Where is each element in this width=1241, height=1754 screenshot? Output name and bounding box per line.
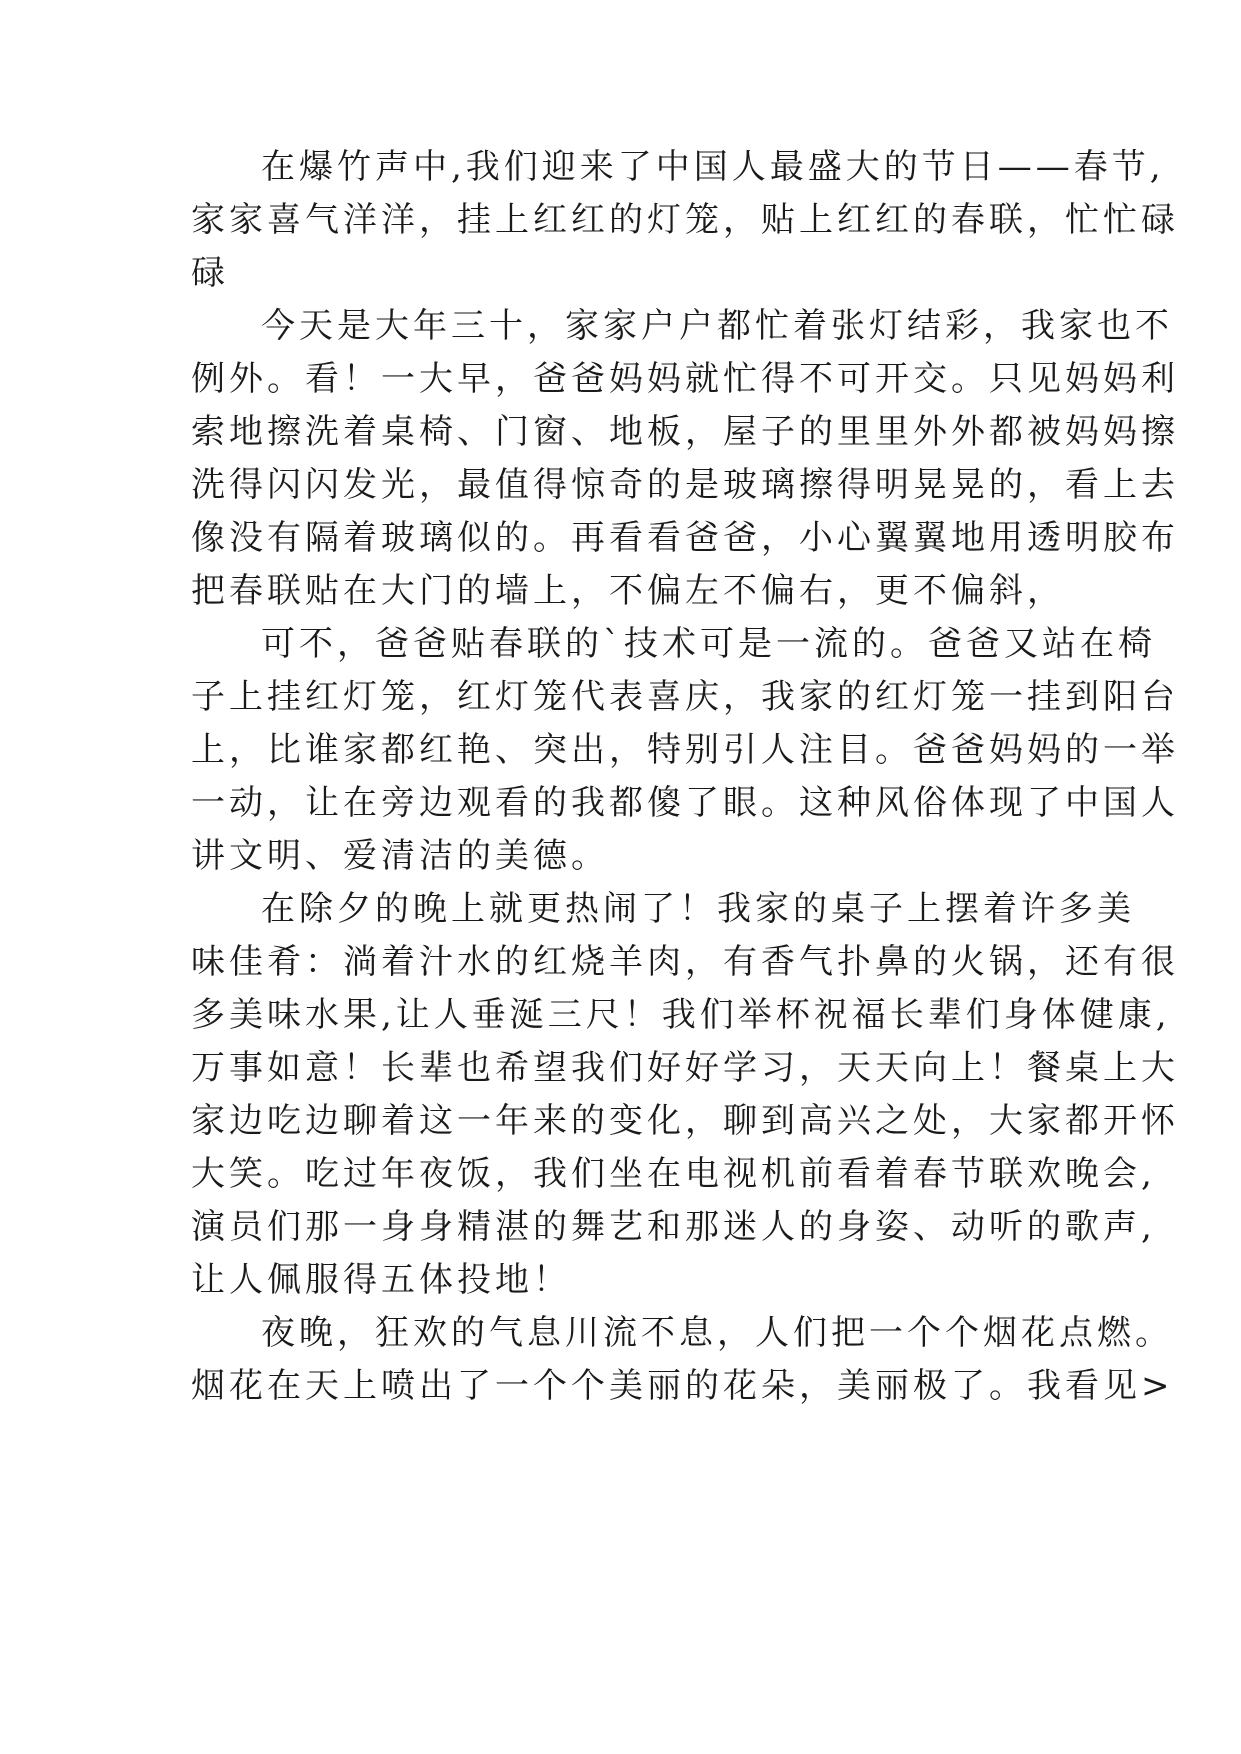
text-line: 子上挂红灯笼，红灯笼代表喜庆，我家的红灯笼一挂到阳台 xyxy=(191,677,1179,717)
text-line: 演员们那一身身精湛的舞艺和那迷人的身姿、动听的歌声, xyxy=(191,1207,1156,1247)
text-line: 让人佩服得五体投地！ xyxy=(191,1260,571,1300)
text-line: 像没有隔着玻璃似的。再看看爸爸，小心翼翼地用透明胶布 xyxy=(191,518,1179,558)
text-line: 今天是大年三十，家家户户都忙着张灯结彩，我家也不 xyxy=(261,306,1173,346)
text-line: 上，比谁家都红艳、突出，特别引人注目。爸爸妈妈的一举 xyxy=(191,730,1179,770)
text-line: 夜晚，狂欢的气息川流不息，人们把一个个烟花点燃。 xyxy=(261,1313,1173,1353)
text-line: 多美味水果,让人垂涎三尺！我们举杯祝福长辈们身体健康, xyxy=(191,995,1171,1035)
text-line: 万事如意！长辈也希望我们好好学习，天天向上！餐桌上大 xyxy=(191,1048,1179,1088)
text-line: 一动，让在旁边观看的我都傻了眼。这种风俗体现了中国人 xyxy=(191,783,1179,823)
text-line: 在爆竹声中,我们迎来了中国人最盛大的节日——春节, xyxy=(261,147,1165,187)
text-line: 味佳肴：淌着汁水的红烧羊肉，有香气扑鼻的火锅，还有很 xyxy=(191,942,1179,982)
text-line: 家家喜气洋洋，挂上红红的灯笼，贴上红红的春联，忙忙碌 xyxy=(191,200,1179,240)
text-line: 大笑。吃过年夜饭，我们坐在电视机前看着春节联欢晚会, xyxy=(191,1154,1156,1194)
text-line: 把春联贴在大门的墙上，不偏左不偏右，更不偏斜， xyxy=(191,571,1065,611)
text-line: 家边吃边聊着这一年来的变化，聊到高兴之处，大家都开怀 xyxy=(191,1101,1179,1141)
text-line: 在除夕的晚上就更热闹了！我家的桌子上摆着许多美 xyxy=(261,889,1135,929)
text-line: 烟花在天上喷出了一个个美丽的花朵，美丽极了。我看见> xyxy=(191,1366,1174,1406)
text-line: 洗得闪闪发光，最值得惊奇的是玻璃擦得明晃晃的，看上去 xyxy=(191,465,1179,505)
text-line: 讲文明、爱清洁的美德。 xyxy=(191,836,609,876)
text-line: 碌 xyxy=(191,253,229,293)
text-line: 例外。看！一大早，爸爸妈妈就忙得不可开交。只见妈妈利 xyxy=(191,359,1179,399)
text-line: 索地擦洗着桌椅、门窗、地板，屋子的里里外外都被妈妈擦 xyxy=(191,412,1179,452)
text-line: 可不，爸爸贴春联的`技术可是一流的。爸爸又站在椅 xyxy=(261,624,1156,664)
